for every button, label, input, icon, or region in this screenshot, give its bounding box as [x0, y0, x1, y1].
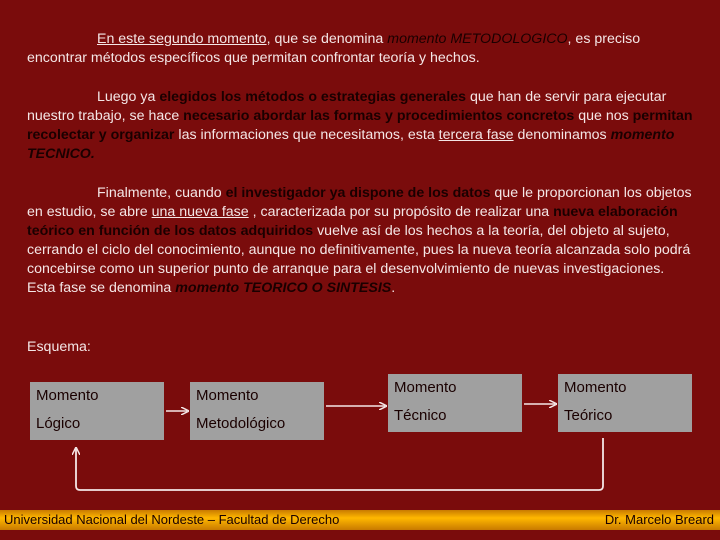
bold-phrase: momento TECNICO.: [27, 127, 675, 162]
emphasis-phrase: momento METODOLOGICO: [387, 31, 568, 47]
text-span: las informaciones que necesitamos, esta: [174, 127, 439, 143]
underlined-phrase: En este segundo momento: [97, 31, 267, 47]
underlined-phrase: una nueva fase: [151, 204, 249, 220]
text-span: .: [391, 280, 396, 296]
box-line2: Técnico: [394, 407, 447, 424]
text-span: Luego ya: [97, 89, 160, 105]
bold-phrase: permitan recolectar y organizar: [27, 108, 693, 143]
box-line1: Momento: [394, 379, 457, 396]
box-line1: Momento: [36, 387, 99, 404]
footer-bar: [0, 510, 720, 530]
text-span: denominamos: [513, 127, 611, 143]
text-span: , es preciso encontrar métodos específicos que permitan confrontar teoría y hechos.: [27, 31, 641, 66]
text-span: , caracterizada por su propósito de realizar una: [248, 204, 554, 220]
text-span: Finalmente, cuando: [97, 185, 226, 201]
text-span: que han de servir para ejecutar nuestro trabajo, se hace: [27, 89, 667, 124]
box-line1: Momento: [564, 379, 627, 396]
bold-phrase: necesario abordar las formas y procedimientos concretos: [183, 108, 575, 124]
text-span: que nos: [574, 108, 633, 124]
underlined-phrase: tercera fase: [438, 127, 514, 143]
box-line2: Teórico: [564, 407, 613, 424]
bold-phrase: momento TEORICO O SINTESIS: [175, 280, 392, 296]
bold-phrase: elegidos los métodos o estrategias generales: [159, 89, 467, 105]
box-line1: Momento: [196, 387, 259, 404]
schema-label: Esquema:: [27, 339, 91, 355]
bold-phrase: nueva elaboración teórico en función de los datos adquiridos: [27, 204, 678, 239]
text-span: , que se denomina: [266, 31, 388, 47]
footer-institution: Universidad Nacional del Nordeste – Facultad de Derecho: [4, 512, 340, 527]
text-span: vuelve así de los hechos a la teoría, del objeto al sujeto, cerrando el ciclo del conocimiento, aunque no definitivamente, pues la nueva teoría alcanzada solo podrá concebirse como un superior punto de arranque para el desenvolvimiento de nuevas investigaciones. Esta fase se denomina: [27, 223, 691, 296]
text-span: que le proporcionan los objetos en estudio, se abre: [27, 185, 692, 220]
bold-phrase: el investigador ya dispone de los datos: [225, 185, 491, 201]
box-line2: Lógico: [36, 415, 81, 432]
feedback-loop-arrow: [76, 438, 603, 490]
box-line2: Metodológico: [196, 415, 286, 432]
footer-author: Dr. Marcelo Breard: [604, 512, 714, 527]
